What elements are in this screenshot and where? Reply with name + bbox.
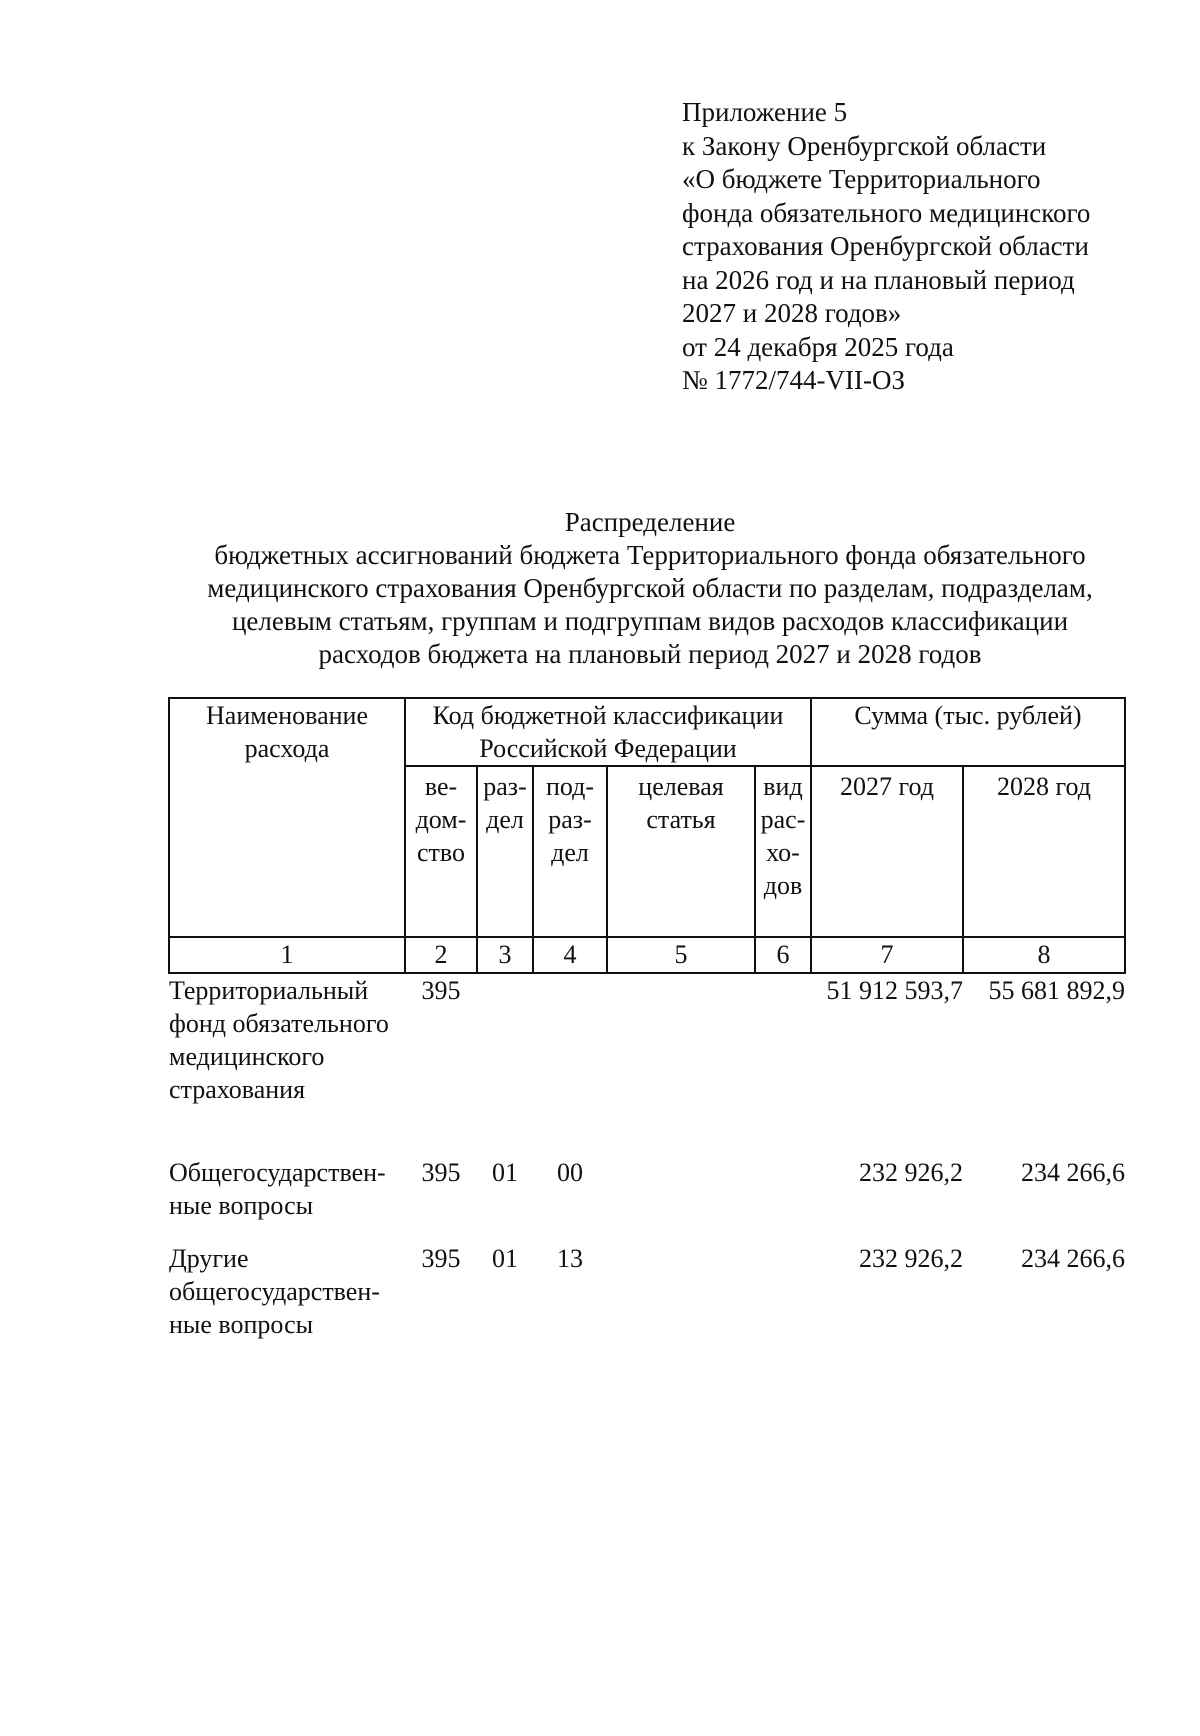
row-vid (755, 1242, 811, 1362)
table-body (169, 973, 1125, 1362)
row-name: Общегосударствен-ные вопросы (169, 1158, 386, 1220)
row-sum-2028: 55 681 892,9 (988, 976, 1125, 1005)
row-name: Другие общегосударствен-ные вопросы (169, 1244, 380, 1339)
appendix-line: «О бюджете Территориального (682, 164, 1041, 194)
row-name: Территориальный фонд обязательного медицинского страхования (169, 976, 389, 1104)
header-code-group: Код бюджетной классификации Российской Федерации (405, 698, 811, 766)
appendix-line: Приложение 5 (682, 97, 848, 127)
header-vid: вид рас-хо-дов (755, 766, 811, 937)
appendix-line: 2027 и 2028 годов» (682, 298, 902, 328)
row-razdel (477, 973, 533, 1156)
row-vedomstvo: 395 (421, 1244, 461, 1273)
row-podrazdel (533, 973, 607, 1156)
row-sum-2027: 232 926,2 (859, 1158, 963, 1187)
header-name: Наименование расхода (169, 698, 405, 937)
header-podrazdel: под-раз-дел (533, 766, 607, 937)
title-line: медицинского страхования Оренбургской области по разделам, подразделам, (207, 573, 1093, 603)
column-number: 3 (477, 937, 533, 973)
appendix-line: фонда обязательного медицинского (682, 197, 1091, 228)
header-vedomstvo: ве-дом-ство (405, 766, 477, 937)
row-celevaya (607, 1156, 755, 1242)
appendix-line: к Закону Оренбургской области (682, 130, 1047, 161)
header-2028: 2028 год (963, 766, 1125, 937)
row-podrazdel: 00 (557, 1158, 583, 1187)
header-2027: 2027 год (811, 766, 963, 937)
row-celevaya (607, 973, 755, 1156)
row-sum-2027: 51 912 593,7 (826, 976, 963, 1005)
column-number: 6 (755, 937, 811, 973)
column-number: 1 (169, 937, 405, 973)
row-sum-2027: 232 926,2 (859, 1244, 963, 1273)
title-line: целевым статьям, группам и подгруппам видов расходов классификации (231, 606, 1069, 636)
appendix-line: от 24 декабря 2025 года (682, 331, 954, 362)
row-vid (755, 1156, 811, 1242)
table-row (169, 973, 1125, 1156)
row-vedomstvo: 395 (421, 976, 461, 1005)
table-header (169, 698, 1125, 973)
row-sum-2028: 234 266,6 (1021, 1244, 1125, 1273)
row-vedomstvo: 395 (421, 1158, 461, 1187)
row-celevaya (607, 1242, 755, 1362)
column-numbers-row (169, 937, 1125, 973)
header-celevaya: целевая статья (607, 766, 755, 937)
column-number: 7 (811, 937, 963, 973)
table-row (169, 1242, 1125, 1362)
table-row (169, 1156, 1125, 1242)
title-line: Распределение (564, 507, 736, 537)
row-vid (755, 973, 811, 1156)
column-number: 8 (963, 937, 1125, 973)
appendix-line: на 2026 год и на плановый период (682, 264, 1075, 295)
row-razdel: 01 (492, 1244, 518, 1273)
column-number: 4 (533, 937, 607, 973)
title-line: бюджетных ассигнований бюджета Территориального фонда обязательного (214, 540, 1086, 570)
document-title (150, 506, 1150, 671)
row-podrazdel: 13 (557, 1244, 583, 1273)
appendix-line: № 1772/744-VII-ОЗ (682, 365, 906, 395)
column-number: 2 (405, 937, 477, 973)
header-razdel: раз-дел (477, 766, 533, 937)
row-razdel: 01 (492, 1158, 518, 1187)
appendix-block (682, 96, 1152, 398)
title-line: расходов бюджета на плановый период 2027 и 2028 годов (318, 639, 982, 669)
row-sum-2028: 234 266,6 (1021, 1158, 1125, 1187)
budget-table (168, 697, 1126, 1362)
header-sum-group: Сумма (тыс. рублей) (811, 698, 1125, 766)
column-number: 5 (607, 937, 755, 973)
appendix-line: страхования Оренбургской области (682, 231, 1089, 261)
